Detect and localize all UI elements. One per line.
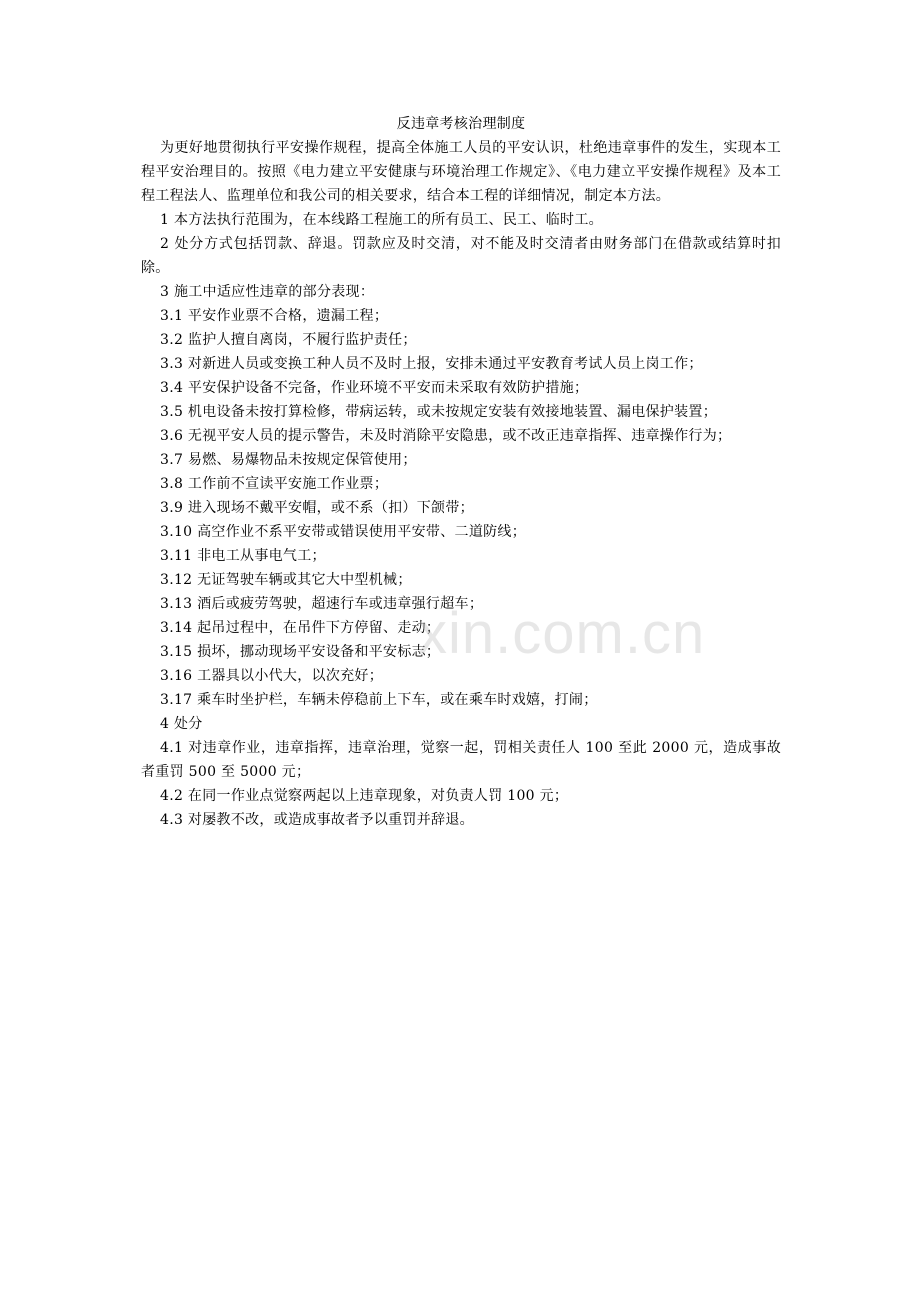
list-item-4-2: 4.2 在同一作业点觉察两起以上违章现象，对负责人罚 100 元； — [160, 788, 569, 804]
paragraph-intro: 为更好地贯彻执行平安操作规程，提高全体施工人员的平安认识，杜绝违章事件的发生，实现本工程平安治理目的。按照《电力建立平安健康与环境治理工作规定》、《电力建立平安操作规程》及本工程工程法人、监理单位和我公司的相关要求，结合本工程的详细情况，制定本方法。 — [141, 140, 781, 204]
list-item-3-13: 3.13 酒后或疲劳驾驶，超速行车或违章强行超车； — [160, 596, 484, 612]
list-item-3-3: 3.3 对新进人员或变换工种人员不及时上报，安排未通过平安教育考试人员上岗工作； — [160, 356, 703, 372]
list-item-3-6: 3.6 无视平安人员的提示警告，未及时消除平安隐患，或不改正违章指挥、违章操作行为； — [160, 428, 732, 444]
list-item-3-15: 3.15 损坏，挪动现场平安设备和平安标志； — [160, 644, 441, 660]
list-item-4-3: 4.3 对屡教不改，或造成事故者予以重罚并辞退。 — [160, 812, 474, 828]
document-body — [141, 112, 781, 832]
list-item-4-1: 4.1 对违章作业，违章指挥，违章治理，觉察一起，罚相关责任人 100 至此 2000 元，造成事故者重罚 500 至 5000 元； — [141, 740, 781, 780]
list-item-3-16: 3.16 工器具以小代大，以次充好； — [160, 668, 384, 684]
document-title: 反违章考核治理制度 — [396, 116, 526, 132]
list-item-3-4: 3.4 平安保护设备不完备，作业环境不平安而未采取有效防护措施； — [160, 380, 589, 396]
list-item-3-12: 3.12 无证驾驶车辆或其它大中型机械； — [160, 572, 412, 588]
list-item-3-11: 3.11 非电工从事电气工； — [160, 548, 326, 564]
paragraph-punishment-heading: 4 处分 — [160, 716, 203, 732]
list-item-3-1: 3.1 平安作业票不合格，遗漏工程； — [160, 308, 389, 324]
list-item-3-10: 3.10 高空作业不系平安带或错误使用平安带、二道防线； — [160, 524, 527, 540]
paragraph-penalty-method: 2 处分方式包括罚款、辞退。罚款应及时交清，对不能及时交清者由财务部门在借款或结算时扣除。 — [141, 236, 781, 276]
list-item-3-8: 3.8 工作前不宣读平安施工作业票； — [160, 476, 389, 492]
watermark: xin.com.cn — [418, 601, 706, 666]
paragraph-scope: 1 本方法执行范围为，在本线路工程施工的所有员工、民工、临时工。 — [160, 212, 603, 228]
list-item-3-2: 3.2 监护人擅自离岗，不履行监护责任； — [160, 332, 417, 348]
list-item-3-7: 3.7 易燃、易爆物品未按规定保管使用； — [160, 452, 417, 468]
list-item-3-17: 3.17 乘车时坐护栏，车辆未停稳前上下车，或在乘车时戏嬉，打闹； — [160, 692, 598, 708]
paragraph-violations-heading: 3 施工中适应性违章的部分表现： — [160, 284, 375, 300]
list-item-3-5: 3.5 机电设备未按打算检修，带病运转，或未按规定安装有效接地装置、漏电保护装置； — [160, 404, 718, 420]
list-item-3-14: 3.14 起吊过程中，在吊件下方停留、走动； — [160, 620, 441, 636]
list-item-3-9: 3.9 进入现场不戴平安帽，或不系（扣）下颌带； — [160, 500, 474, 516]
